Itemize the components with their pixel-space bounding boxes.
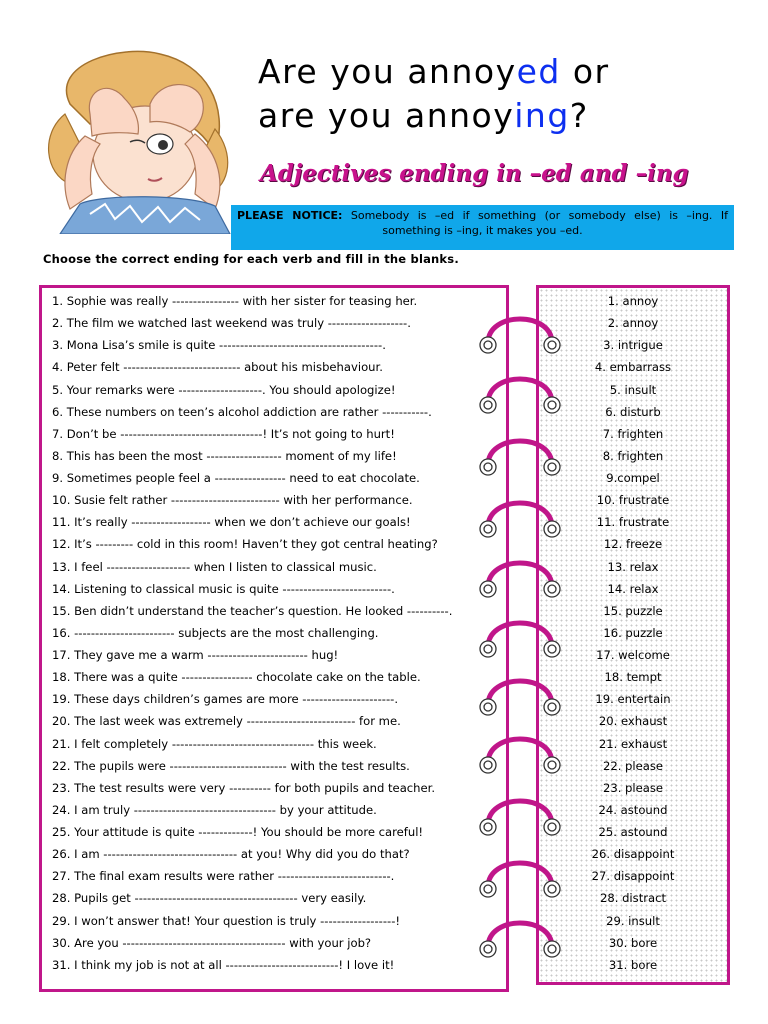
question-item: 26. I am -------------------------------- at you! Why did you do that? — [52, 847, 410, 862]
answer-verb-item: 13. relax — [607, 559, 659, 574]
question-item: 23. The test results were very ---------- for both pupils and teacher. — [52, 780, 436, 795]
question-item: 9. Sometimes people feel a ----------------- need to eat chocolate. — [52, 471, 420, 485]
girl-covering-eyes-illustration — [30, 44, 250, 234]
answer-verb-item: 21. exhaust — [598, 736, 668, 751]
answer-verb-item: 4. embarrass — [594, 360, 672, 375]
question-item: 28. Pupils get --------------------------------------- very easily. — [52, 891, 367, 906]
question-item: 12. It’s --------- cold in this room! Haven’t they got central heating? — [52, 537, 438, 552]
question-item: 27. The final exam results were rather ---------------------------. — [52, 869, 395, 884]
answer-verb-item: 17. welcome — [596, 648, 670, 662]
question-item: 3. Mona Lisa’s smile is quite ---------------------------------------. — [52, 338, 386, 353]
answer-verb-item: 2. annoy — [607, 316, 659, 331]
binder-ring-icon — [480, 923, 560, 957]
question-item: 20. The last week was extremely -------------------------- for me. — [52, 714, 401, 729]
question-item: 1. Sophie was really ---------------- with her sister for teasing her. — [52, 294, 418, 308]
answer-verb-item: 29. insult — [606, 913, 660, 928]
question-item: 10. Susie felt rather -------------------------- with her performance. — [52, 493, 413, 508]
question-item: 16. ------------------------ subjects are the most challenging. — [52, 625, 379, 640]
question-item: 11. It’s really ------------------- when we don’t achieve our goals! — [52, 515, 411, 530]
binder-ring-icon — [480, 739, 560, 773]
binder-ring-icon — [480, 681, 560, 715]
answer-verb-item: 16. puzzle — [603, 625, 663, 640]
notice-box — [231, 205, 734, 250]
answer-verb-item: 25. astound — [598, 825, 668, 839]
question-item: 4. Peter felt ---------------------------- about his misbehaviour. — [52, 360, 383, 375]
answer-verb-item: 5. insult — [609, 382, 657, 397]
page-subtitle: Adjectives ending in –ed and –ing — [260, 160, 689, 187]
question-item: 5. Your remarks were --------------------. You should apologize! — [52, 382, 396, 397]
binder-ring-icon — [480, 503, 560, 537]
question-item: 2. The film we watched last weekend was truly -------------------. — [52, 316, 411, 331]
answer-verb-item: 1. annoy — [607, 294, 659, 308]
notice-line-2: something is –ing, it makes you –ed. — [382, 224, 583, 237]
question-item: 21. I felt completely ---------------------------------- this week. — [52, 736, 377, 751]
question-item: 18. There was a quite ----------------- chocolate cake on the table. — [52, 670, 421, 685]
question-item: 22. The pupils were ---------------------------- with the test results. — [52, 758, 410, 773]
question-item: 7. Don’t be ----------------------------------! It’s not going to hurt! — [52, 426, 395, 441]
answer-verb-item: 10. frustrate — [596, 493, 670, 508]
binder-ring-icon — [480, 319, 560, 353]
page-title-line-2: are you annoying? — [258, 96, 589, 135]
binder-ring-icon — [480, 563, 560, 597]
answer-verb-item: 22. please — [602, 758, 664, 773]
question-item: 31. I think my job is not at all ---------------------------! I love it! — [52, 957, 395, 972]
question-item: 19. These days children’s games are more ----------------------. — [52, 692, 399, 707]
answer-verb-item: 19. entertain — [595, 692, 671, 707]
notice-label: PLEASE NOTICE: — [237, 209, 343, 222]
binder-ring-icon — [480, 379, 560, 413]
binder-ring-icon — [480, 801, 560, 835]
binder-rings — [470, 295, 580, 975]
answer-verb-item: 26. disappoint — [591, 847, 675, 862]
question-item: 14. Listening to classical music is quite --------------------------. — [52, 581, 395, 596]
answer-verb-item: 30. bore — [608, 935, 658, 950]
title-highlight-ed: ed — [516, 52, 561, 91]
instruction-text: Choose the correct ending for each verb and fill in the blanks. — [43, 252, 459, 266]
binder-ring-icon — [480, 441, 560, 475]
answer-verb-item: 9.compel — [606, 471, 660, 485]
answer-verb-item: 18. tempt — [604, 670, 662, 685]
answer-verb-item: 7. frighten — [602, 426, 664, 441]
question-item: 25. Your attitude is quite -------------! You should be more careful! — [52, 825, 424, 839]
answer-verb-item: 11. frustrate — [596, 515, 670, 530]
answer-verb-item: 24. astound — [598, 802, 668, 817]
questions-list — [52, 290, 512, 976]
page-title-line-1: Are you annoyed or — [258, 52, 610, 91]
answer-verb-item: 12. freeze — [603, 537, 663, 552]
binder-ring-icon — [480, 623, 560, 657]
answer-verb-item: 15. puzzle — [603, 603, 663, 618]
notice-line-1: PLEASE NOTICE: Somebody is –ed if something (or somebody else) is –ing. If — [237, 209, 728, 222]
title-highlight-ing: ing — [514, 96, 570, 135]
answer-verb-item: 8. frighten — [602, 448, 664, 463]
answer-verb-item: 6. disturb — [605, 404, 661, 419]
answer-verb-item: 20. exhaust — [598, 714, 668, 729]
binder-ring-icon — [480, 863, 560, 897]
question-item: 30. Are you --------------------------------------- with your job? — [52, 935, 372, 950]
answer-verb-item: 3. intrigue — [603, 338, 663, 353]
answer-verb-item: 27. disappoint — [591, 869, 675, 884]
question-item: 24. I am truly ---------------------------------- by your attitude. — [52, 802, 377, 817]
answer-verb-item: 14. relax — [607, 581, 659, 596]
answer-verb-item: 28. distract — [599, 891, 667, 906]
question-item: 29. I won’t answer that! Your question is truly ------------------! — [52, 913, 401, 928]
answer-verb-item: 23. please — [602, 780, 664, 795]
question-item: 8. This has been the most ------------------ moment of my life! — [52, 448, 397, 463]
question-item: 15. Ben didn’t understand the teacher’s question. He looked ----------. — [52, 603, 453, 618]
answer-verb-item: 31. bore — [608, 957, 658, 972]
question-item: 17. They gave me a warm ------------------------ hug! — [52, 648, 339, 662]
question-item: 6. These numbers on teen’s alcohol addiction are rather -----------. — [52, 404, 432, 419]
question-item: 13. I feel -------------------- when I listen to classical music. — [52, 559, 377, 574]
